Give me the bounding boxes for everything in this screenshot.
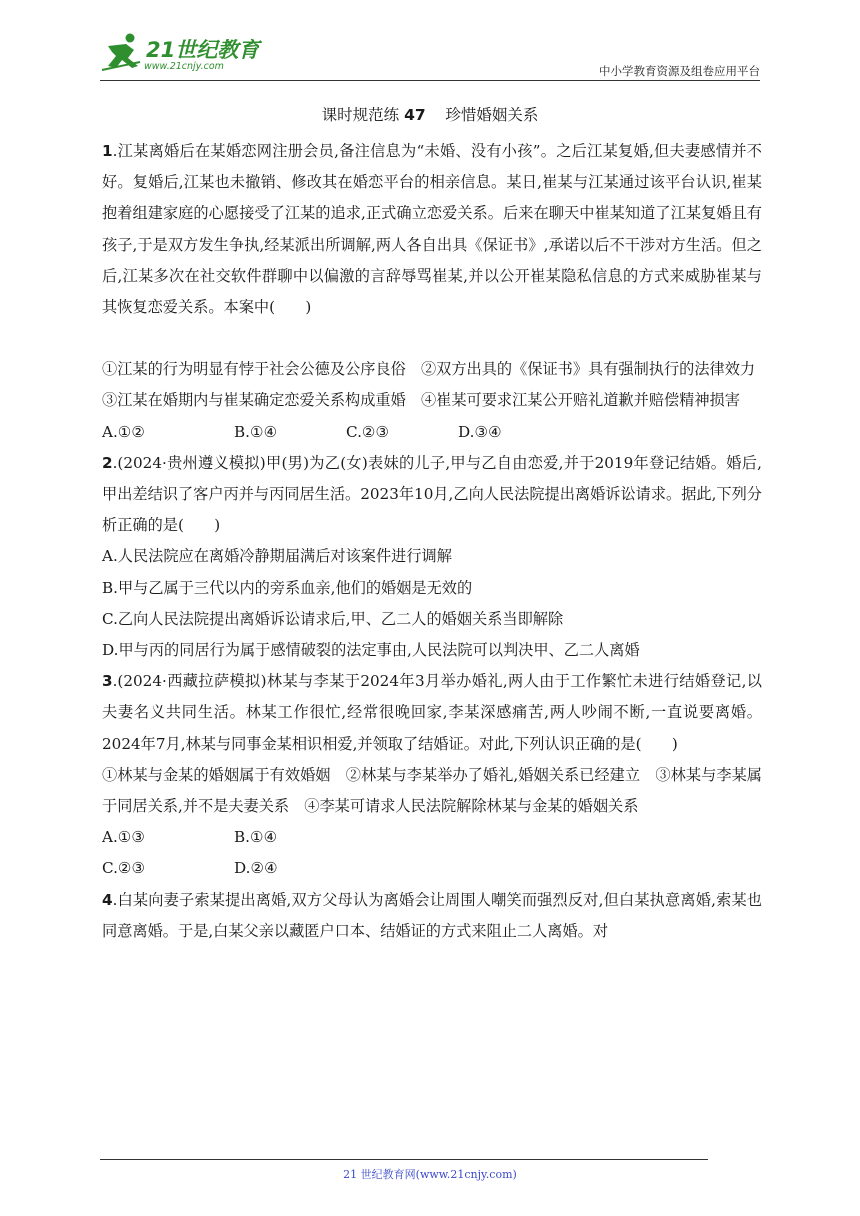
question-3-options-row-2 — [102, 853, 762, 884]
question-1-statements-a: ①江某的行为明显有悖于社会公德及公序良俗 ②双方出具的《保证书》具有强制执行的法律效力 — [102, 360, 756, 379]
question-text: .白某向妻子索某提出离婚,双方父母认为离婚会让周围人嘲笑而强烈反对,但白某执意离婚,索某也同意离婚。于是,白某父亲以藏匿户口本、结婚证的方式来阻止二人离婚。对 — [102, 890, 762, 940]
page-title — [0, 103, 860, 125]
header-platform-text: 中小学教育资源及组卷应用平台 — [599, 64, 760, 78]
question-text: .(2024·贵州遵义模拟)甲(男)为乙(女)表妹的儿子,甲与乙自由恋爱,并于2019年登记结婚。婚后,甲出差结识了客户丙并与丙同居生活。2023年10月,乙向人民法院提出离婚诉讼请求。据此,下列分析正确的是( ) — [102, 453, 762, 535]
page-header — [100, 28, 760, 80]
question-number: 2 — [102, 453, 113, 472]
question-3-stem — [102, 666, 762, 760]
question-2-stem — [102, 448, 762, 542]
question-1-statements-b: ③江某在婚期内与崔某确定恋爱关系构成重婚 ④崔某可要求江某公开赔礼道歉并赔偿精神损害 — [102, 391, 740, 410]
question-number: 1 — [102, 142, 113, 160]
question-number: 4 — [102, 890, 113, 909]
title-suffix: 珍惜婚姻关系 — [445, 106, 539, 124]
option-a[interactable]: A.①② — [102, 422, 146, 441]
option-b[interactable]: B.①④ — [234, 422, 278, 441]
option-a[interactable]: A.人民法院应在离婚冷静期届满后对该案件进行调解 — [102, 547, 452, 566]
option-c[interactable]: C.②③ — [102, 859, 146, 878]
title-prefix: 课时规范练 — [321, 106, 400, 124]
question-text: .江某离婚后在某婚恋网注册会员,备注信息为“未婚、没有小孩”。之后江某复婚,但夫妻感情并不好。复婚后,江某也未撤销、修改其在婚恋平台的相亲信息。某日,崔某与江某通过该平台认识,崔某抱着组建家庭的心愿接受了江某的追求,正式确立恋爱关系。后来在聊天中崔某知道了江某复婚且有孩子,于是双方发生争执,经某派出所调解,两人各自出具《保证书》,承诺以后不干涉对方生活。但之后,江某多次在社交软件群聊中以偏激的言辞辱骂崔某,并以公开崔某隐私信息的方式来威胁崔某与其恢复恋爱关系。本案中( ) — [102, 142, 762, 317]
question-3-statements: ①林某与金某的婚姻属于有效婚姻 ②林某与李某举办了婚礼,婚姻关系已经建立 ③林某与李某属于同居关系,并不是夫妻关系 ④李某可请求人民法院解除林某与金某的婚姻关系 — [102, 765, 762, 816]
header-divider — [100, 80, 760, 81]
option-c[interactable]: C.乙向人民法院提出离婚诉讼请求后,甲、乙二人的婚姻关系当即解除 — [102, 609, 564, 628]
option-d[interactable]: D.甲与丙的同居行为属于感情破裂的法定事由,人民法院可以判决甲、乙二人离婚 — [102, 641, 640, 660]
option-b[interactable]: B.①④ — [234, 828, 278, 847]
question-number: 3 — [102, 672, 113, 691]
option-b[interactable]: B.甲与乙属于三代以内的旁系血亲,他们的婚姻是无效的 — [102, 578, 473, 597]
title-number: 47 — [404, 106, 426, 124]
runner-logo-icon — [100, 32, 144, 72]
question-1-options — [102, 417, 762, 448]
footer-divider — [100, 1159, 708, 1160]
option-c[interactable]: C.②③ — [346, 422, 390, 441]
question-3-options-row-1 — [102, 822, 762, 853]
question-text: .(2024·西藏拉萨模拟)林某与李某于2024年3月举办婚礼,两人由于工作繁忙未进行结婚登记,以夫妻名义共同生活。林某工作很忙,经常很晚回家,李某深感痛苦,两人吵闹不断,一直说要离婚。2024年7月,林某与同事金某相识相爱,并领取了结婚证。对此,下列认识正确的是( ) — [102, 672, 762, 753]
option-a[interactable]: A.①③ — [102, 828, 146, 847]
logo-url: www.21cnjy.com — [144, 61, 224, 72]
option-d[interactable]: D.③④ — [458, 422, 502, 441]
logo-text: 21世纪教育 — [146, 38, 260, 62]
spacer — [102, 323, 762, 354]
page-footer[interactable]: 21 世纪教育网(www.21cnjy.com) — [343, 1168, 517, 1181]
question-4-stem — [102, 885, 762, 947]
question-list — [102, 136, 762, 947]
question-1-stem — [102, 136, 762, 323]
logo — [100, 28, 280, 78]
option-d[interactable]: D.②④ — [234, 859, 278, 878]
